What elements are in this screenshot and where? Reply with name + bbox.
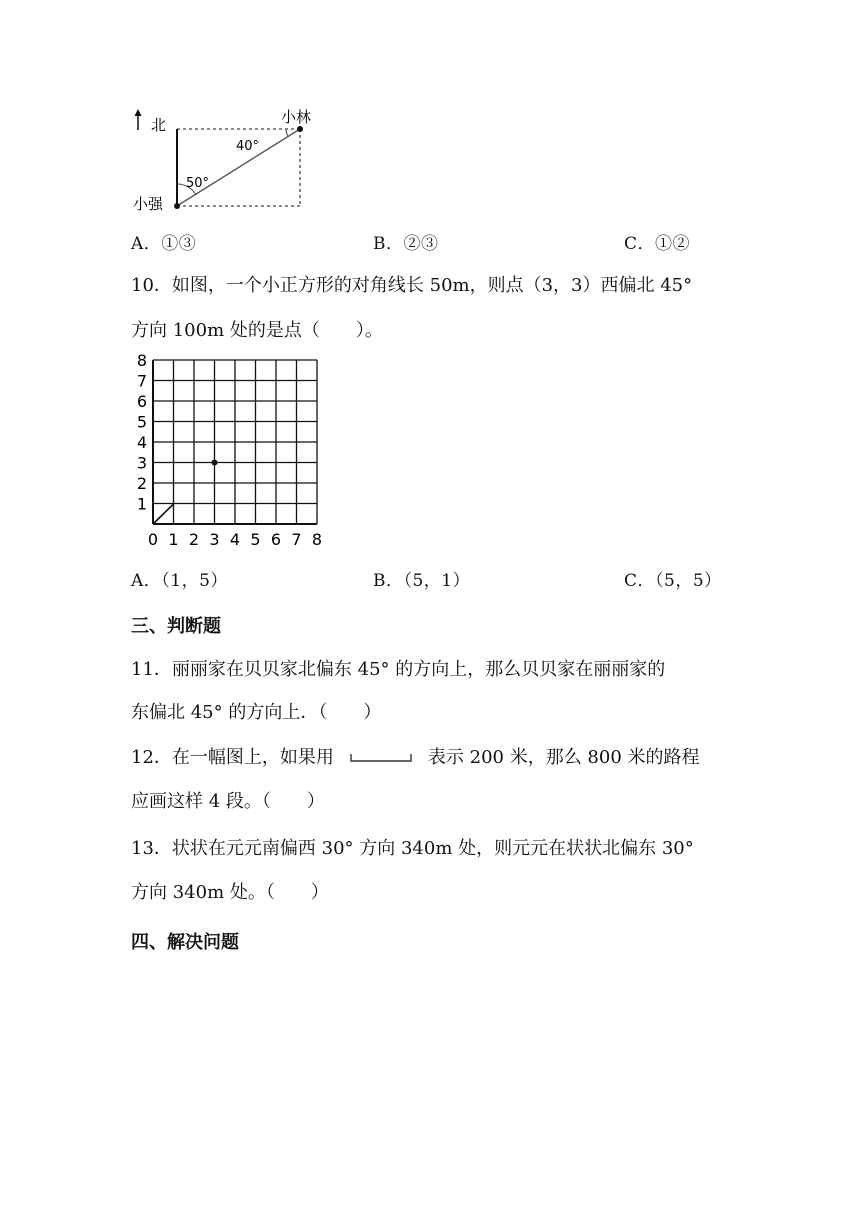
label-xiaolin: 小林: [281, 108, 312, 126]
q12-text-before: 12．在一幅图上，如果用: [131, 747, 334, 768]
q10-option-a[interactable]: A．（1，5）: [131, 571, 228, 591]
y-tick-label: 5: [136, 412, 147, 432]
q9-option-c[interactable]: C．①②: [624, 234, 691, 254]
north-arrow-icon: [135, 109, 142, 130]
grid-lines: [153, 360, 317, 524]
section-heading-judgement: 三、判断题: [131, 616, 221, 637]
q10-option-b[interactable]: B．（5，1）: [373, 571, 471, 591]
angle-label-40: 40°: [236, 139, 260, 154]
x-tick-label: 5: [250, 530, 261, 549]
coordinate-grid: [136, 354, 336, 550]
q9-option-b[interactable]: B．②③: [373, 234, 439, 254]
angle-arc-top: [286, 129, 288, 136]
x-tick-label: 0: [147, 530, 159, 549]
q10-line-1: 10．如图，一个小正方形的对角线长 50m，则点（3，3）西偏北 45°: [131, 275, 693, 296]
q13-line-1: 13．状状在元元南偏西 30° 方向 340m 处，则元元在状状北偏东 30°: [131, 838, 694, 859]
x-tick-label: 3: [209, 530, 220, 549]
y-tick-label: 1: [136, 494, 147, 514]
q12-line-1: [131, 748, 700, 768]
q10-line-2: 方向 100m 处的是点（ ）。: [131, 320, 383, 341]
scale-bar-icon: [350, 753, 412, 763]
q13-line-2: 方向 340m 处。（ ）: [131, 882, 329, 903]
q10-option-c[interactable]: C．（5，5）: [624, 571, 722, 591]
y-tick-label: 6: [136, 392, 147, 411]
marked-point-3-3: [212, 460, 218, 466]
x-tick-label: 8: [311, 530, 323, 549]
y-tick-label: 4: [136, 433, 147, 452]
point-xiaolin: [297, 126, 303, 132]
label-xiaoqiang: 小强: [133, 195, 164, 213]
section-heading-problem-solving: 四、解决问题: [131, 932, 239, 953]
direction-figure: [128, 100, 338, 215]
y-tick-label: 3: [136, 453, 147, 473]
q11-line-1: 11．丽丽家在贝贝家北偏东 45° 的方向上，那么贝贝家在丽丽家的: [131, 659, 666, 680]
diagonal-example: [153, 504, 174, 524]
x-tick-label: 4: [229, 530, 241, 549]
y-tick-label: 7: [136, 371, 147, 391]
q9-option-a[interactable]: A．①③: [131, 234, 197, 254]
x-tick-label: 6: [270, 530, 282, 549]
north-label: 北: [151, 116, 167, 134]
x-tick-label: 1: [168, 530, 179, 549]
x-tick-label: 2: [188, 530, 200, 549]
angle-label-50: 50°: [186, 176, 210, 191]
q12-line-2: 应画这样 4 段。（ ）: [131, 791, 325, 812]
point-xiaoqiang: [174, 203, 180, 209]
grid-labels: [137, 354, 322, 549]
x-tick-label: 7: [291, 530, 302, 549]
y-tick-label: 8: [136, 354, 147, 370]
y-tick-label: 2: [136, 474, 147, 493]
q12-text-after: 表示 200 米，那么 800 米的路程: [427, 747, 700, 768]
q11-line-2: 东偏北 45° 的方向上．（ ）: [131, 702, 382, 723]
